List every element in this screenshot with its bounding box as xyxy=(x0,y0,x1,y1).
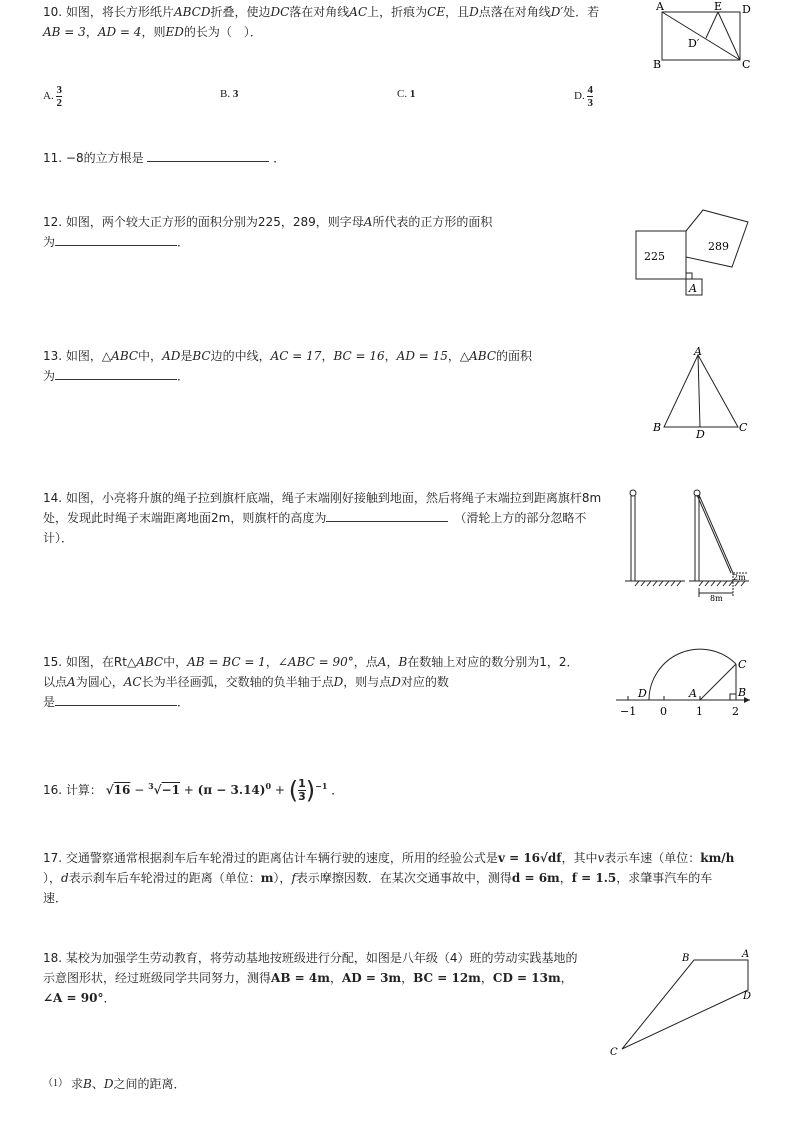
q10-text: 如图，将长方形纸片ABCD折叠，使边DC落在对角线AC上，折痕为CE，且D点落在对角线D′处．若 xyxy=(65,5,600,19)
q10-figure xyxy=(650,0,760,75)
question-14: 14. 如图，小亮将升旗的绳子拉到旗杆底端，绳子末端刚好接触到地面，然后将绳子末端拉到距离旗杆8m 处，发现此时绳子末端距离地面2m，则旗杆的高度为 （滑轮上方的部分忽略不 计）． xyxy=(43,491,602,545)
q14-figure xyxy=(625,485,755,605)
answer-blank[interactable] xyxy=(147,149,269,162)
q15-figure xyxy=(612,650,762,720)
q10-text-line2: AB = 3，AD = 4，则ED的长为（ ）． xyxy=(43,25,262,39)
fraction: $\frac{4}{3}$ xyxy=(587,84,593,109)
label-d: D xyxy=(742,3,751,16)
label-a: A xyxy=(656,0,664,13)
cbrt-expression: $^3$√−1 xyxy=(148,781,180,797)
question-15: 15. 如图，在Rt△ABC中，AB = BC = 1，∠ABC = 90°，点A，B在数轴上对应的数分别为1，2． 以点A为圆心，AC长为半径画弧，交数轴的负半轴于点D，则与点D对应的数 是 ． xyxy=(43,655,579,709)
label-c: C xyxy=(610,1047,618,1058)
label-d: D xyxy=(638,687,647,700)
area-289: 289 xyxy=(708,240,729,253)
tick-2: 2 xyxy=(732,705,739,718)
label-d: D xyxy=(743,991,752,1002)
label-8m: 8m xyxy=(710,594,723,603)
fraction: $\frac{3}{2}$ xyxy=(56,84,62,109)
label-a: A xyxy=(689,282,697,295)
question-12: 12. 如图，两个较大正方形的面积分别为225，289，则字母A所代表的正方形的面积 为 ． xyxy=(43,215,493,249)
q10-option-c[interactable]: C. 1 xyxy=(397,88,416,100)
q10-option-b[interactable]: B. 3 xyxy=(220,88,239,100)
q18-figure xyxy=(608,945,758,1060)
fraction: $\frac{1}{3}$ xyxy=(298,777,306,803)
question-11: 11. −8的立方根是 ． xyxy=(43,151,286,165)
answer-blank[interactable] xyxy=(55,367,177,380)
label-b: B xyxy=(653,58,662,71)
tick-0: 0 xyxy=(660,705,667,718)
label-b: B xyxy=(653,421,662,434)
label-c: C xyxy=(742,58,751,71)
q12-figure xyxy=(634,210,754,300)
answer-blank[interactable] xyxy=(55,233,177,246)
label-b: B xyxy=(682,953,690,964)
q10-number: 10. xyxy=(43,5,63,19)
label-e: E xyxy=(714,0,723,13)
tick-neg1: −1 xyxy=(620,705,637,718)
tick-1: 1 xyxy=(696,705,703,718)
label-a: A xyxy=(694,345,702,358)
label-d: D xyxy=(696,428,705,441)
answer-blank[interactable] xyxy=(55,693,177,706)
question-18-part-1: $^{(1)}$ 求B、D之间的距离． xyxy=(43,1077,186,1091)
label-c: C xyxy=(739,421,748,434)
question-17: 17. 交通警察通常根据刹车后车轮滑过的距离估计车辆行驶的速度，所用的经验公式是v = 16√df，其中v表示车速（单位：km/h ），d表示刹车后车轮滑过的距离（单位：m），f表示摩擦因数．在某次交通事故中，测得d = 6m，f = 1.5，求肇事汽车的车 速． xyxy=(43,851,735,905)
answer-blank[interactable] xyxy=(326,509,448,522)
question-10 xyxy=(43,2,599,42)
question-16: 16. 计算： $√16 - ^3√-1 + (\pi - 3.14)^0$ + ( $\frac{1}{3}$ )$^{-1}$ ． xyxy=(43,776,344,805)
question-18: 18. 某校为加强学生劳动教育，将劳动基地按班级进行分配，如图是八年级（4）班的劳动实践基地的 示意图形状，经过班级同学共同努力，测得AB = 4m，AD = 3m，BC = 12m，CD = 13m， ∠A = 90°． xyxy=(43,951,578,1005)
sqrt-expression: √16 xyxy=(105,783,131,797)
label-d-prime: D′ xyxy=(688,37,700,50)
q10-option-d[interactable]: D. $\frac{4}{3}$ xyxy=(574,84,593,109)
label-c: C xyxy=(738,658,747,671)
area-225: 225 xyxy=(644,250,665,263)
label-a: A xyxy=(742,949,750,960)
question-13: 13. 如图，△ABC中，AD是BC边的中线，AC = 17，BC = 16，AD = 15，△ABC的面积 为 ． xyxy=(43,349,533,383)
q13-figure xyxy=(648,345,758,445)
label-b: B xyxy=(738,686,747,699)
q10-option-a[interactable]: A. $\frac{3}{2}$ xyxy=(43,84,62,109)
label-a: A xyxy=(689,687,697,700)
label-2m: 2m xyxy=(733,573,746,582)
